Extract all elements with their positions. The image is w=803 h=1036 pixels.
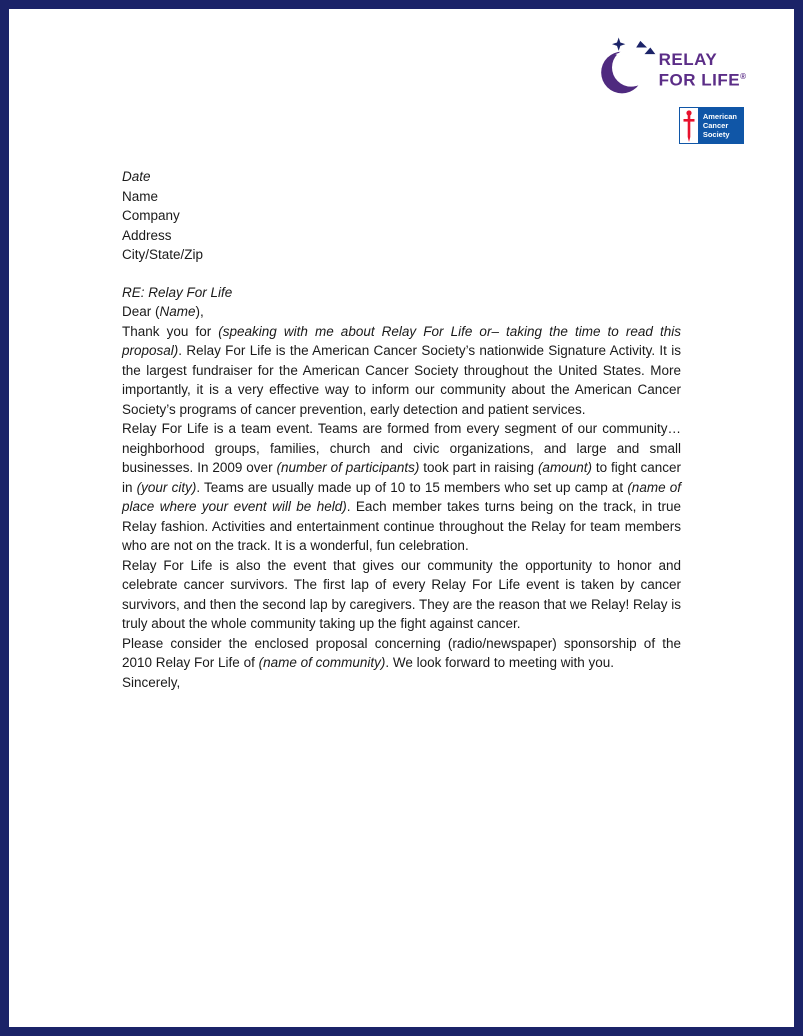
relay-for-life-logo — [597, 37, 746, 144]
brand-line1: RELAY — [658, 50, 718, 70]
logo-top-row — [597, 37, 746, 103]
acs-line2: Cancer — [702, 121, 729, 130]
date-line: Date — [122, 169, 151, 184]
recipient-city-state-zip: City/State/Zip — [122, 247, 204, 262]
body-paragraph-4: Please consider the enclosed proposal concerning (radio/newspaper) sponsorship of the 2010 Relay For Life of (name of community). We look forward to meeting with you. — [122, 635, 681, 670]
closing: Sincerely, — [122, 674, 181, 690]
recipient-company: Company — [122, 208, 180, 223]
american-cancer-society-logo — [679, 107, 744, 144]
body-paragraph-2: Relay For Life is a team event. Teams are formed from every segment of our community… neighborhood groups, families, church and civic organizations, and large and small businesses. In 2009 over (number of participants) took part in raising (amount) to fight cancer in (your city). Teams are usually made up of 10 to 15 members who set up camp at (name of place where your event will be held). Each member takes turns being on the track, in true Relay fashion. Activities and entertainment continue throughout the Relay for team members who are not on the track. It is a wonderful, fun celebration. — [122, 421, 681, 553]
body-paragraph-1: Thank you for (speaking with me about Relay For Life or– taking the time to read this proposal). Relay For Life is the American Cancer Society’s nationwide Signature Activity. It is the largest fundraiser for the American Cancer Society throughout the United States. More importantly, it is a very effective way to inform our community about the American Cancer Society’s programs of cancer prevention, early detection and patient services. — [122, 323, 681, 417]
acs-line3: Society — [702, 130, 730, 139]
letter-body — [122, 167, 681, 692]
brand-wordmark — [659, 51, 746, 89]
acs-wordmark — [698, 108, 743, 143]
recipient-block — [122, 187, 681, 265]
crescent-moon-icon — [597, 37, 657, 103]
acs-sword-icon — [680, 108, 698, 143]
subject-line: RE: Relay For Life — [122, 284, 233, 300]
recipient-name: Name — [122, 188, 159, 204]
body-paragraph-3: Relay For Life is also the event that gives our community the opportunity to honor and celebrate cancer survivors. The first lap of every Relay For Life event is taken by cancer survivors, and then the second lap by caregivers. They are the reason that we Relay! Relay is truly about the whole community taking up the fight against cancer. — [122, 557, 681, 631]
registered-mark: ® — [740, 72, 746, 82]
recipient-address: Address — [122, 227, 172, 243]
salutation: Dear (Name), — [122, 304, 204, 319]
acs-line1: American — [702, 112, 737, 121]
brand-line2: FOR LIFE® — [658, 70, 746, 90]
